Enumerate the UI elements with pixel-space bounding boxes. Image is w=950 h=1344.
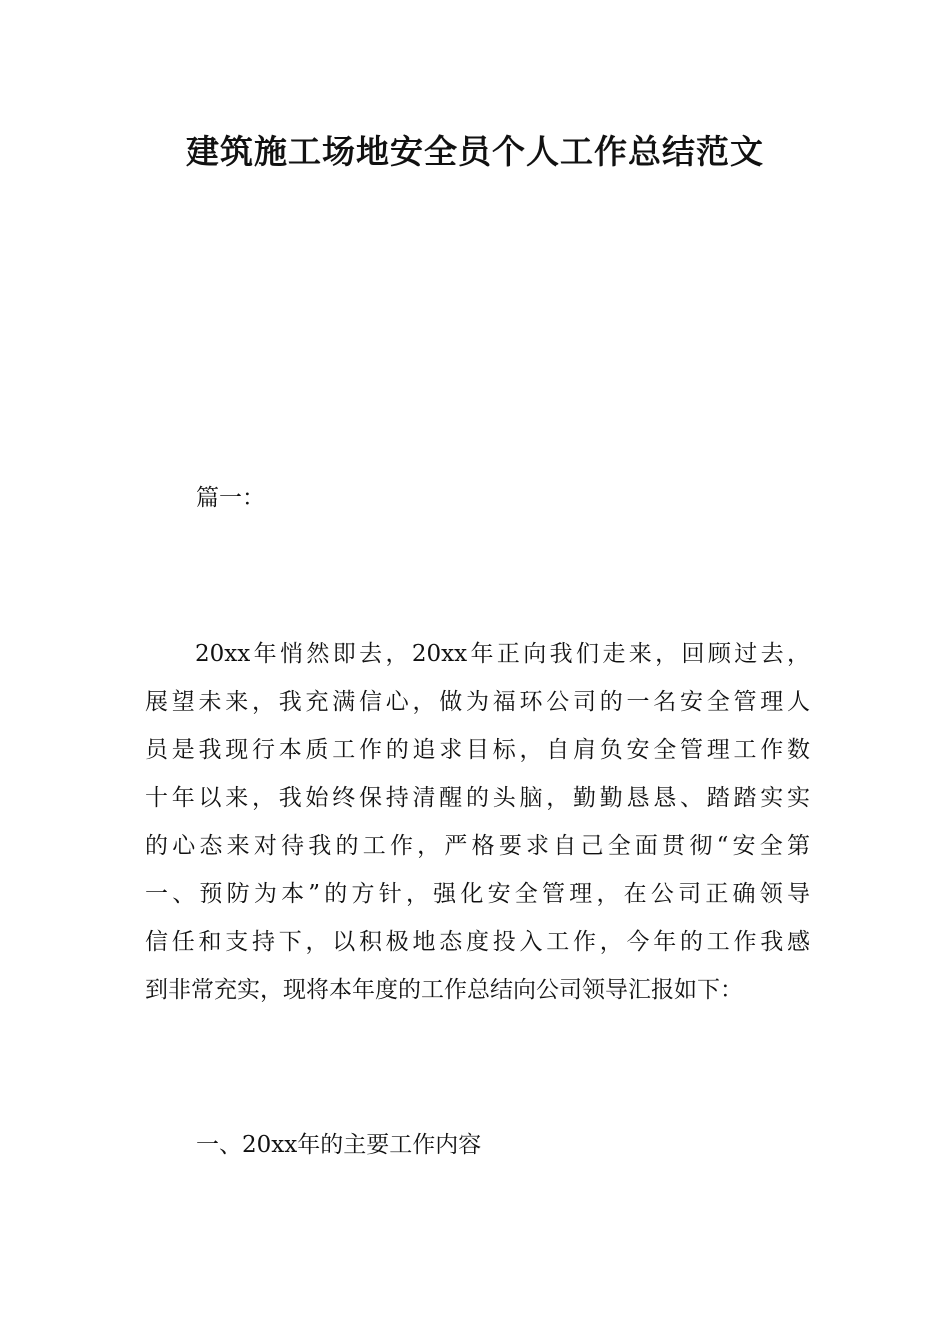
section-heading: 一、20xx年的主要工作内容 [196,1132,482,1158]
intro-paragraph [145,630,810,1014]
paragraph-line: 的心态来对待我的工作，严格要求自己全面贯彻“安全第 [145,833,810,859]
paragraph-line: 20xx年悄然即去，20xx年正向我们走来，回顾过去， [195,641,810,667]
paragraph-line: 员是我现行本质工作的追求目标，自肩负安全管理工作数 [145,737,810,763]
paragraph-line: 信任和支持下，以积极地态度投入工作，今年的工作我感 [145,929,810,955]
paragraph-line: 十年以来，我始终保持清醒的头脑，勤勤恳恳、踏踏实实 [145,785,810,811]
paragraph-line: 展望未来，我充满信心，做为福环公司的一名安全管理人 [145,689,810,715]
paragraph-line: 到非常充实，现将本年度的工作总结向公司领导汇报如下： [145,977,743,1003]
paragraph-line: 一、预防为本”的方针，强化安全管理，在公司正确领导 [145,881,810,907]
part-label: 篇一： [196,485,265,511]
document-title: 建筑施工场地安全员个人工作总结范文 [186,132,764,171]
